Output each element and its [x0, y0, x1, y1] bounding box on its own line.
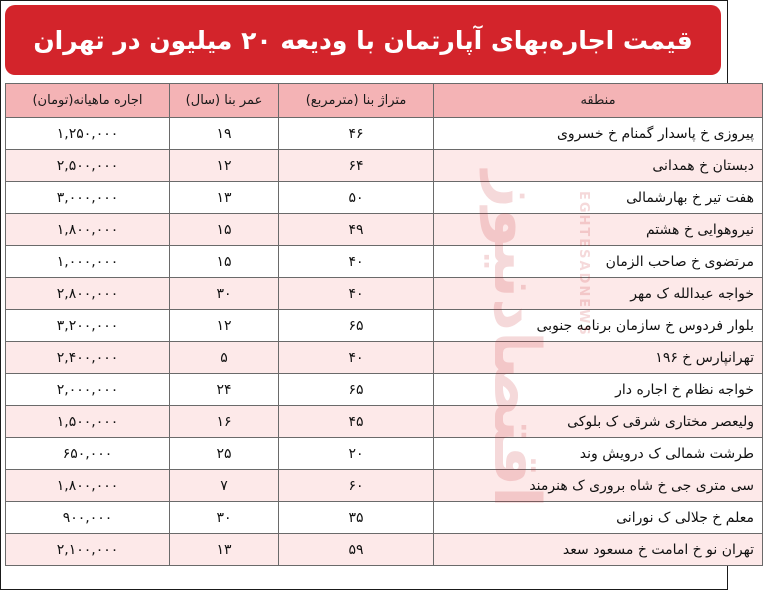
cell-rent: ۱,۰۰۰,۰۰۰: [6, 246, 170, 278]
cell-region: خواجه عبدالله ک مهر: [434, 278, 763, 310]
table-row: [6, 534, 763, 566]
cell-region: پیروزی خ پاسدار گمنام خ خسروی: [434, 118, 763, 150]
cell-area: ۳۵: [279, 502, 434, 534]
cell-area: ۲۰: [279, 438, 434, 470]
cell-area: ۴۹: [279, 214, 434, 246]
cell-age: ۲۴: [170, 374, 279, 406]
header-row: [6, 84, 763, 118]
header-area: متراژ بنا (مترمربع): [279, 84, 434, 118]
cell-rent: ۳,۰۰۰,۰۰۰: [6, 182, 170, 214]
cell-region: نیروهوایی خ هشتم: [434, 214, 763, 246]
table-row: [6, 438, 763, 470]
cell-age: ۳۰: [170, 278, 279, 310]
cell-rent: ۱,۸۰۰,۰۰۰: [6, 470, 170, 502]
cell-age: ۲۵: [170, 438, 279, 470]
cell-rent: ۶۵۰,۰۰۰: [6, 438, 170, 470]
cell-region: تهران نو خ امامت خ مسعود سعد: [434, 534, 763, 566]
page-title: قیمت اجاره‌بهای آپارتمان با ودیعه ۲۰ میلیون در تهران: [33, 25, 693, 55]
cell-rent: ۳,۲۰۰,۰۰۰: [6, 310, 170, 342]
cell-area: ۴۶: [279, 118, 434, 150]
cell-age: ۱۵: [170, 214, 279, 246]
cell-rent: ۱,۵۰۰,۰۰۰: [6, 406, 170, 438]
table-row: [6, 342, 763, 374]
cell-rent: ۲,۰۰۰,۰۰۰: [6, 374, 170, 406]
cell-area: ۶۵: [279, 310, 434, 342]
cell-age: ۱۳: [170, 182, 279, 214]
cell-age: ۵: [170, 342, 279, 374]
table-row: [6, 182, 763, 214]
cell-region: دبستان خ همدانی: [434, 150, 763, 182]
cell-rent: ۲,۵۰۰,۰۰۰: [6, 150, 170, 182]
cell-region: طرشت شمالی ک درویش وند: [434, 438, 763, 470]
header-rent: اجاره ماهیانه(تومان): [6, 84, 170, 118]
rent-table: [5, 83, 763, 566]
cell-rent: ۲,۴۰۰,۰۰۰: [6, 342, 170, 374]
table-row: [6, 214, 763, 246]
table-row: [6, 278, 763, 310]
cell-area: ۶۴: [279, 150, 434, 182]
table-row: [6, 502, 763, 534]
cell-region: معلم خ جلالی ک نورانی: [434, 502, 763, 534]
cell-area: ۶۵: [279, 374, 434, 406]
cell-age: ۱۶: [170, 406, 279, 438]
table-row: [6, 150, 763, 182]
cell-age: ۱۲: [170, 150, 279, 182]
cell-region: تهرانپارس خ ۱۹۶: [434, 342, 763, 374]
cell-region: سی متری جی خ شاه بروری ک هنرمند: [434, 470, 763, 502]
table-row: [6, 246, 763, 278]
cell-region: خواجه نظام خ اجاره دار: [434, 374, 763, 406]
header-region: منطقه: [434, 84, 763, 118]
cell-region: ولیعصر مختاری شرقی ک بلوکی: [434, 406, 763, 438]
cell-rent: ۲,۱۰۰,۰۰۰: [6, 534, 170, 566]
cell-area: ۴۰: [279, 342, 434, 374]
cell-area: ۴۵: [279, 406, 434, 438]
cell-area: ۵۹: [279, 534, 434, 566]
cell-rent: ۱,۲۵۰,۰۰۰: [6, 118, 170, 150]
cell-region: هفت تیر خ بهارشمالی: [434, 182, 763, 214]
cell-region: بلوار فردوس خ سازمان برنامه جنوبی: [434, 310, 763, 342]
cell-area: ۵۰: [279, 182, 434, 214]
cell-rent: ۱,۸۰۰,۰۰۰: [6, 214, 170, 246]
cell-region: مرتضوی خ صاحب الزمان: [434, 246, 763, 278]
table-row: [6, 406, 763, 438]
table-row: [6, 374, 763, 406]
cell-area: ۴۰: [279, 246, 434, 278]
title-banner: [5, 5, 721, 75]
cell-rent: ۹۰۰,۰۰۰: [6, 502, 170, 534]
cell-age: ۷: [170, 470, 279, 502]
table-header: [6, 84, 763, 118]
cell-area: ۴۰: [279, 278, 434, 310]
cell-age: ۱۹: [170, 118, 279, 150]
table-row: [6, 118, 763, 150]
rent-table-container: [5, 83, 754, 566]
cell-area: ۶۰: [279, 470, 434, 502]
cell-rent: ۲,۸۰۰,۰۰۰: [6, 278, 170, 310]
table-body: [6, 118, 763, 566]
cell-age: ۳۰: [170, 502, 279, 534]
cell-age: ۱۳: [170, 534, 279, 566]
table-row: [6, 470, 763, 502]
cell-age: ۱۵: [170, 246, 279, 278]
cell-age: ۱۲: [170, 310, 279, 342]
table-row: [6, 310, 763, 342]
header-age: عمر بنا (سال): [170, 84, 279, 118]
